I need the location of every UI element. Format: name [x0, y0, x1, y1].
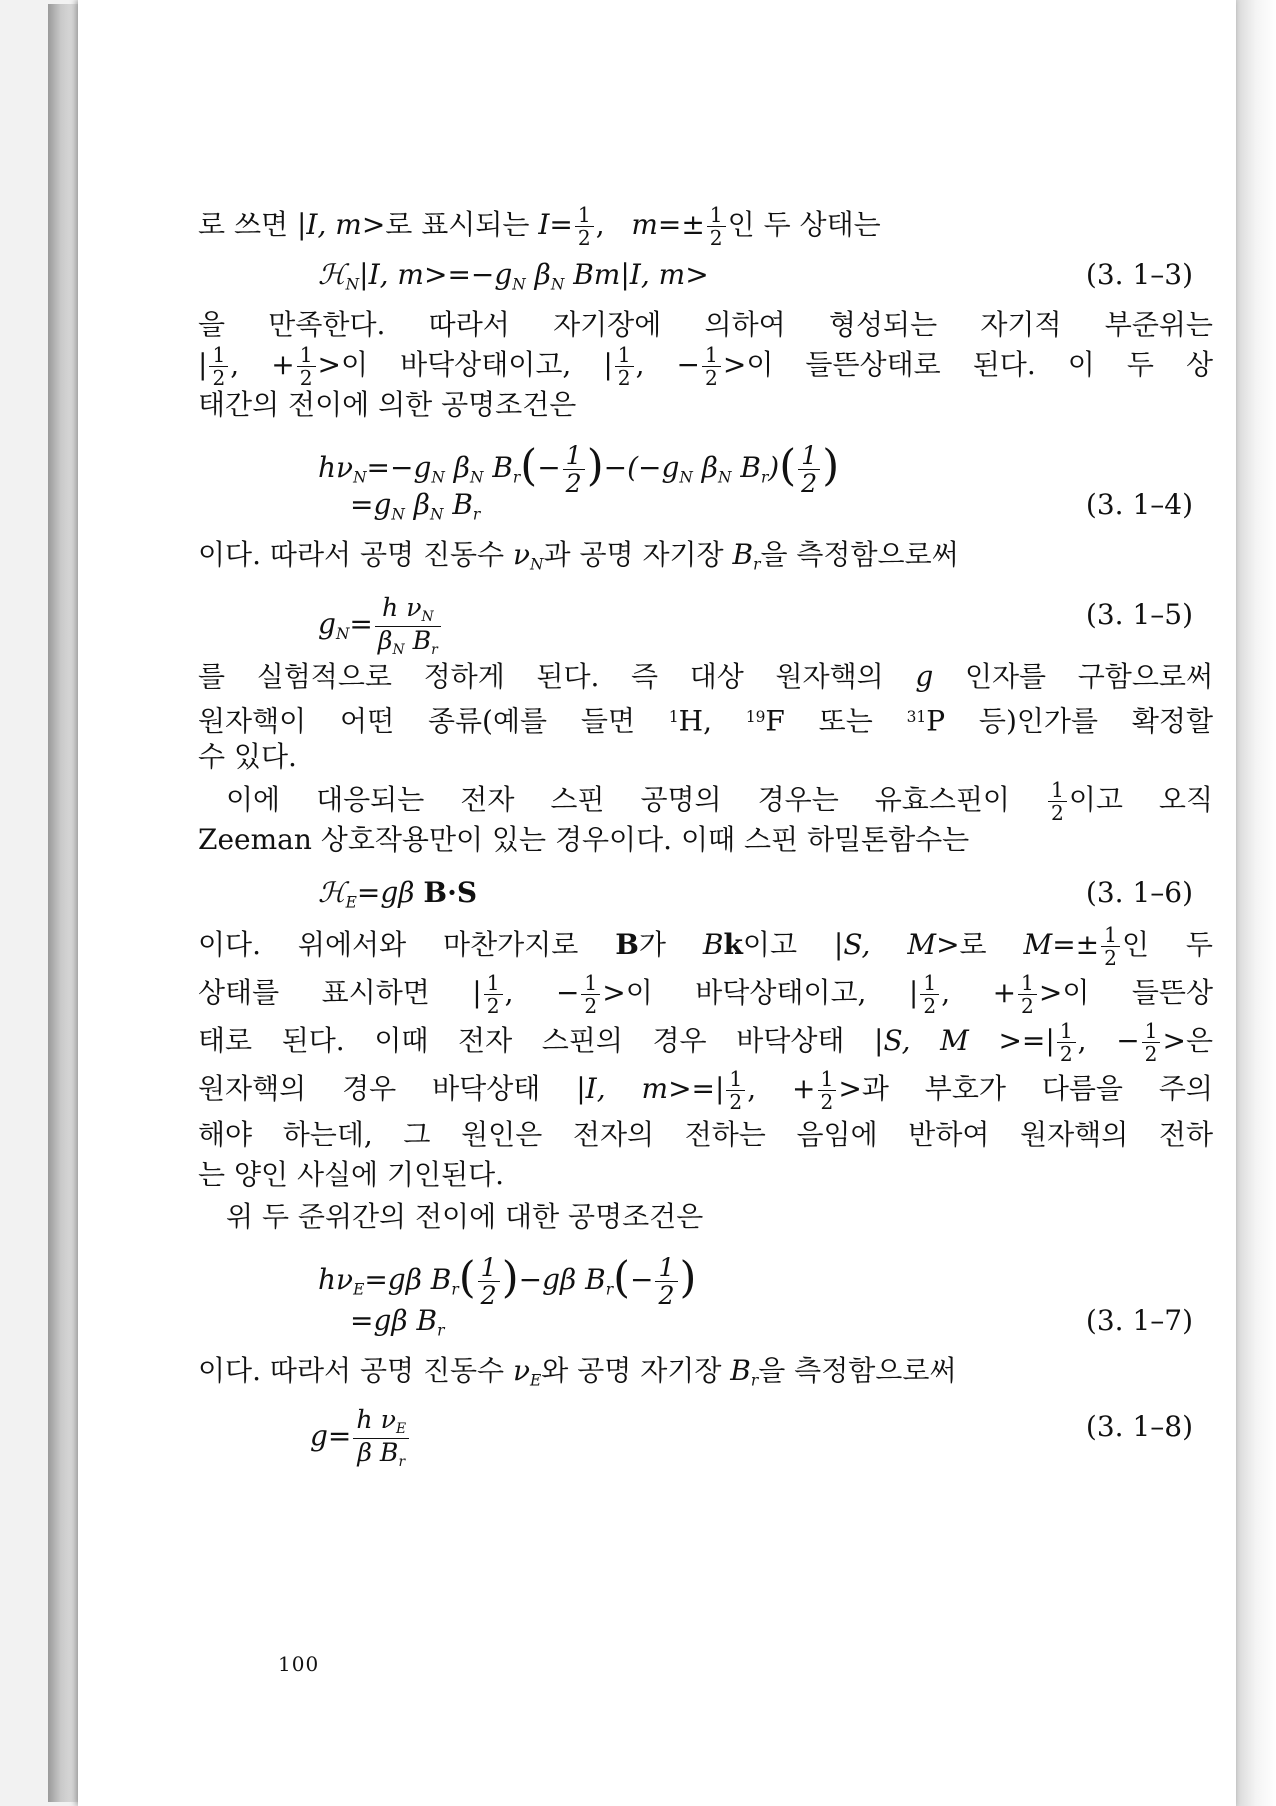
text-line-9: 이에 대응되는 전자 스핀 공명의 경우는 유효스핀이 $\frac{1}{2}$ 이고 오직 [226, 778, 1213, 826]
text: 또는 [818, 704, 873, 738]
equation-3-1-7-b: =gβ $B_r$ [350, 1304, 445, 1340]
equation-number: (3. 1–7) [1085, 1304, 1193, 1337]
text: 등)인가를 확정할 [978, 704, 1214, 738]
equation-3-1-5: $g_N=$ $\frac{h \nu_N}{\beta_N B_r}$ [318, 595, 443, 657]
text: 과 부호가 다름을 주의 [861, 1072, 1213, 1106]
text: 상태를 표시하면 [198, 976, 430, 1010]
text: 원자핵이 어떤 종류(예를 들면 [198, 704, 636, 738]
text-line-7: 원자핵이 어떤 종류(예를 들면 $^1$H, $^{19}$F 또는 $^{31}$P 등)인가를 확정할 [198, 704, 1214, 738]
text-line-10: Zeeman 상호작용만이 있는 경우이다. 이때 스핀 하밀톤함수는 [198, 823, 970, 856]
text: 로 [959, 928, 987, 962]
text: 가 [638, 928, 666, 962]
text: 이다. 위에서와 마찬가지로 [198, 928, 579, 962]
text-line-6: 를 실험적으로 정하게 된다. 즉 대상 원자핵의 g 인자를 구함으로써 [198, 660, 1213, 693]
text: 이다. 따라서 공명 진동수 [198, 1354, 505, 1387]
text: 이 들뜬상태로 된다. 이 두 상 [746, 348, 1214, 382]
text: 을 측정함으로써 [760, 538, 959, 571]
text: 이 바닥상태이고, [625, 976, 867, 1010]
book-page [78, 0, 1236, 1806]
text: 원자핵의 경우 바닥상태 [198, 1072, 541, 1106]
text: 로 쓰면 [198, 208, 289, 242]
text-line-5: 이다. 따라서 공명 진동수 $\nu_N$과 공명 자기장 $B_r$을 측정함으로써 [198, 538, 959, 574]
text: 인 두 [1121, 928, 1213, 962]
text: 이에 대응되는 전자 스핀 공명의 경우는 유효스핀이 [226, 783, 1010, 817]
equation-number: (3. 1–8) [1085, 1410, 1193, 1443]
equation-3-1-4-a: $h\nu_N=-g_N$ $\beta_N$ $B_r(-$ $\frac{1}{2}$ )$-(-g_N$ $\beta_N$ $B_r$)( $\frac{1}{2}$ ) [318, 441, 840, 499]
text-line-1: 로 쓰면 |I, m>로 표시되는 I= $\frac{1}{2}$ , m=± $\frac{1}{2}$ 인 두 상태는 [198, 203, 881, 251]
text: 와 공명 자기장 [541, 1354, 722, 1387]
page-number: 100 [278, 1652, 320, 1676]
book-right-edge [1236, 0, 1276, 1806]
text: 로 표시되는 [385, 208, 530, 242]
text-line-2: 을 만족한다. 따라서 자기장에 의하여 형성되는 자기적 부준위는 [198, 308, 1213, 341]
text: 를 실험적으로 정하게 된다. 즉 대상 원자핵의 [198, 660, 884, 693]
equation-3-1-6: ℋ$_E$=gβ B·S [318, 876, 478, 912]
text-line-18: 이다. 따라서 공명 진동수 $\nu_E$와 공명 자기장 $B_r$을 측정함으로써 [198, 1354, 957, 1390]
text-line-3: | $\frac{1}{2}$ , + $\frac{1}{2}$ >이 바닥상태이고, | $\frac{1}{2}$ , − $\frac{1}{2}$ >이 들뜬상태로 된다. 이 두 상 [198, 343, 1214, 391]
equation-3-1-3: ℋ$_N$|I, $m>=-g_N$ $\beta_N$ Bm|I, m> [318, 258, 709, 294]
text-line-16: 는 양인 사실에 기인된다. [198, 1158, 505, 1191]
text: 인자를 구함으로써 [964, 660, 1213, 693]
text-line-13: 태로 된다. 이때 전자 스핀의 경우 바닥상태 |S, M >=| $\frac{1}{2}$ , − $\frac{1}{2}$ >은 [198, 1019, 1214, 1067]
text: 과 공명 자기장 [543, 538, 724, 571]
equation-3-1-4-b: $=g_N$ $\beta_N$ $B_r$ [350, 488, 481, 524]
text: 태로 된다. 이때 전자 스핀의 경우 바닥상태 [198, 1024, 845, 1058]
text: 이 바닥상태이고, [340, 348, 572, 382]
text-line-15: 해야 하는데, 그 원인은 전자의 전하는 음임에 반하여 원자핵의 전하 [198, 1118, 1213, 1151]
equation-number: (3. 1–4) [1085, 488, 1193, 521]
text-line-11: 이다. 위에서와 마찬가지로 B가 Bk이고 |S, M>로 M=± $\frac{1}{2}$ 인 두 [198, 923, 1213, 971]
equation-3-1-7-a: $h\nu_E=g\beta$ $B_r$( $\frac{1}{2}$ )−gβ $B_r(-$ $\frac{1}{2}$ ) [318, 1253, 697, 1311]
text: 인 두 상태는 [727, 208, 881, 242]
text: 이 들뜬상 [1062, 976, 1213, 1010]
text: 이고 [742, 928, 797, 962]
equation-number: (3. 1–3) [1085, 258, 1193, 291]
text: 이다. 따라서 공명 진동수 [198, 538, 505, 571]
book-left-edge [48, 4, 80, 1802]
equation-number: (3. 1–5) [1085, 598, 1193, 631]
text: 은 [1185, 1024, 1214, 1058]
text-line-12: 상태를 표시하면 | $\frac{1}{2}$ , − $\frac{1}{2}$ >이 바닥상태이고, | $\frac{1}{2}$ , + $\frac{1}{2}$ >이 들뜬상 [198, 971, 1213, 1019]
text-line-17: 위 두 준위간의 전이에 대한 공명조건은 [226, 1200, 704, 1233]
equation-3-1-8: g= $\frac{h \nu_E}{\beta B_r}$ [310, 1407, 411, 1469]
text: 이고 오직 [1068, 783, 1213, 817]
text-line-8: 수 있다. [198, 740, 297, 773]
text-line-14: 원자핵의 경우 바닥상태 |I, m>=| $\frac{1}{2}$ , + $\frac{1}{2}$ >과 부호가 다름을 주의 [198, 1067, 1213, 1115]
equation-number: (3. 1–6) [1085, 876, 1193, 909]
text-line-4: 태간의 전이에 의한 공명조건은 [198, 388, 577, 421]
text: 을 측정함으로써 [758, 1354, 957, 1387]
